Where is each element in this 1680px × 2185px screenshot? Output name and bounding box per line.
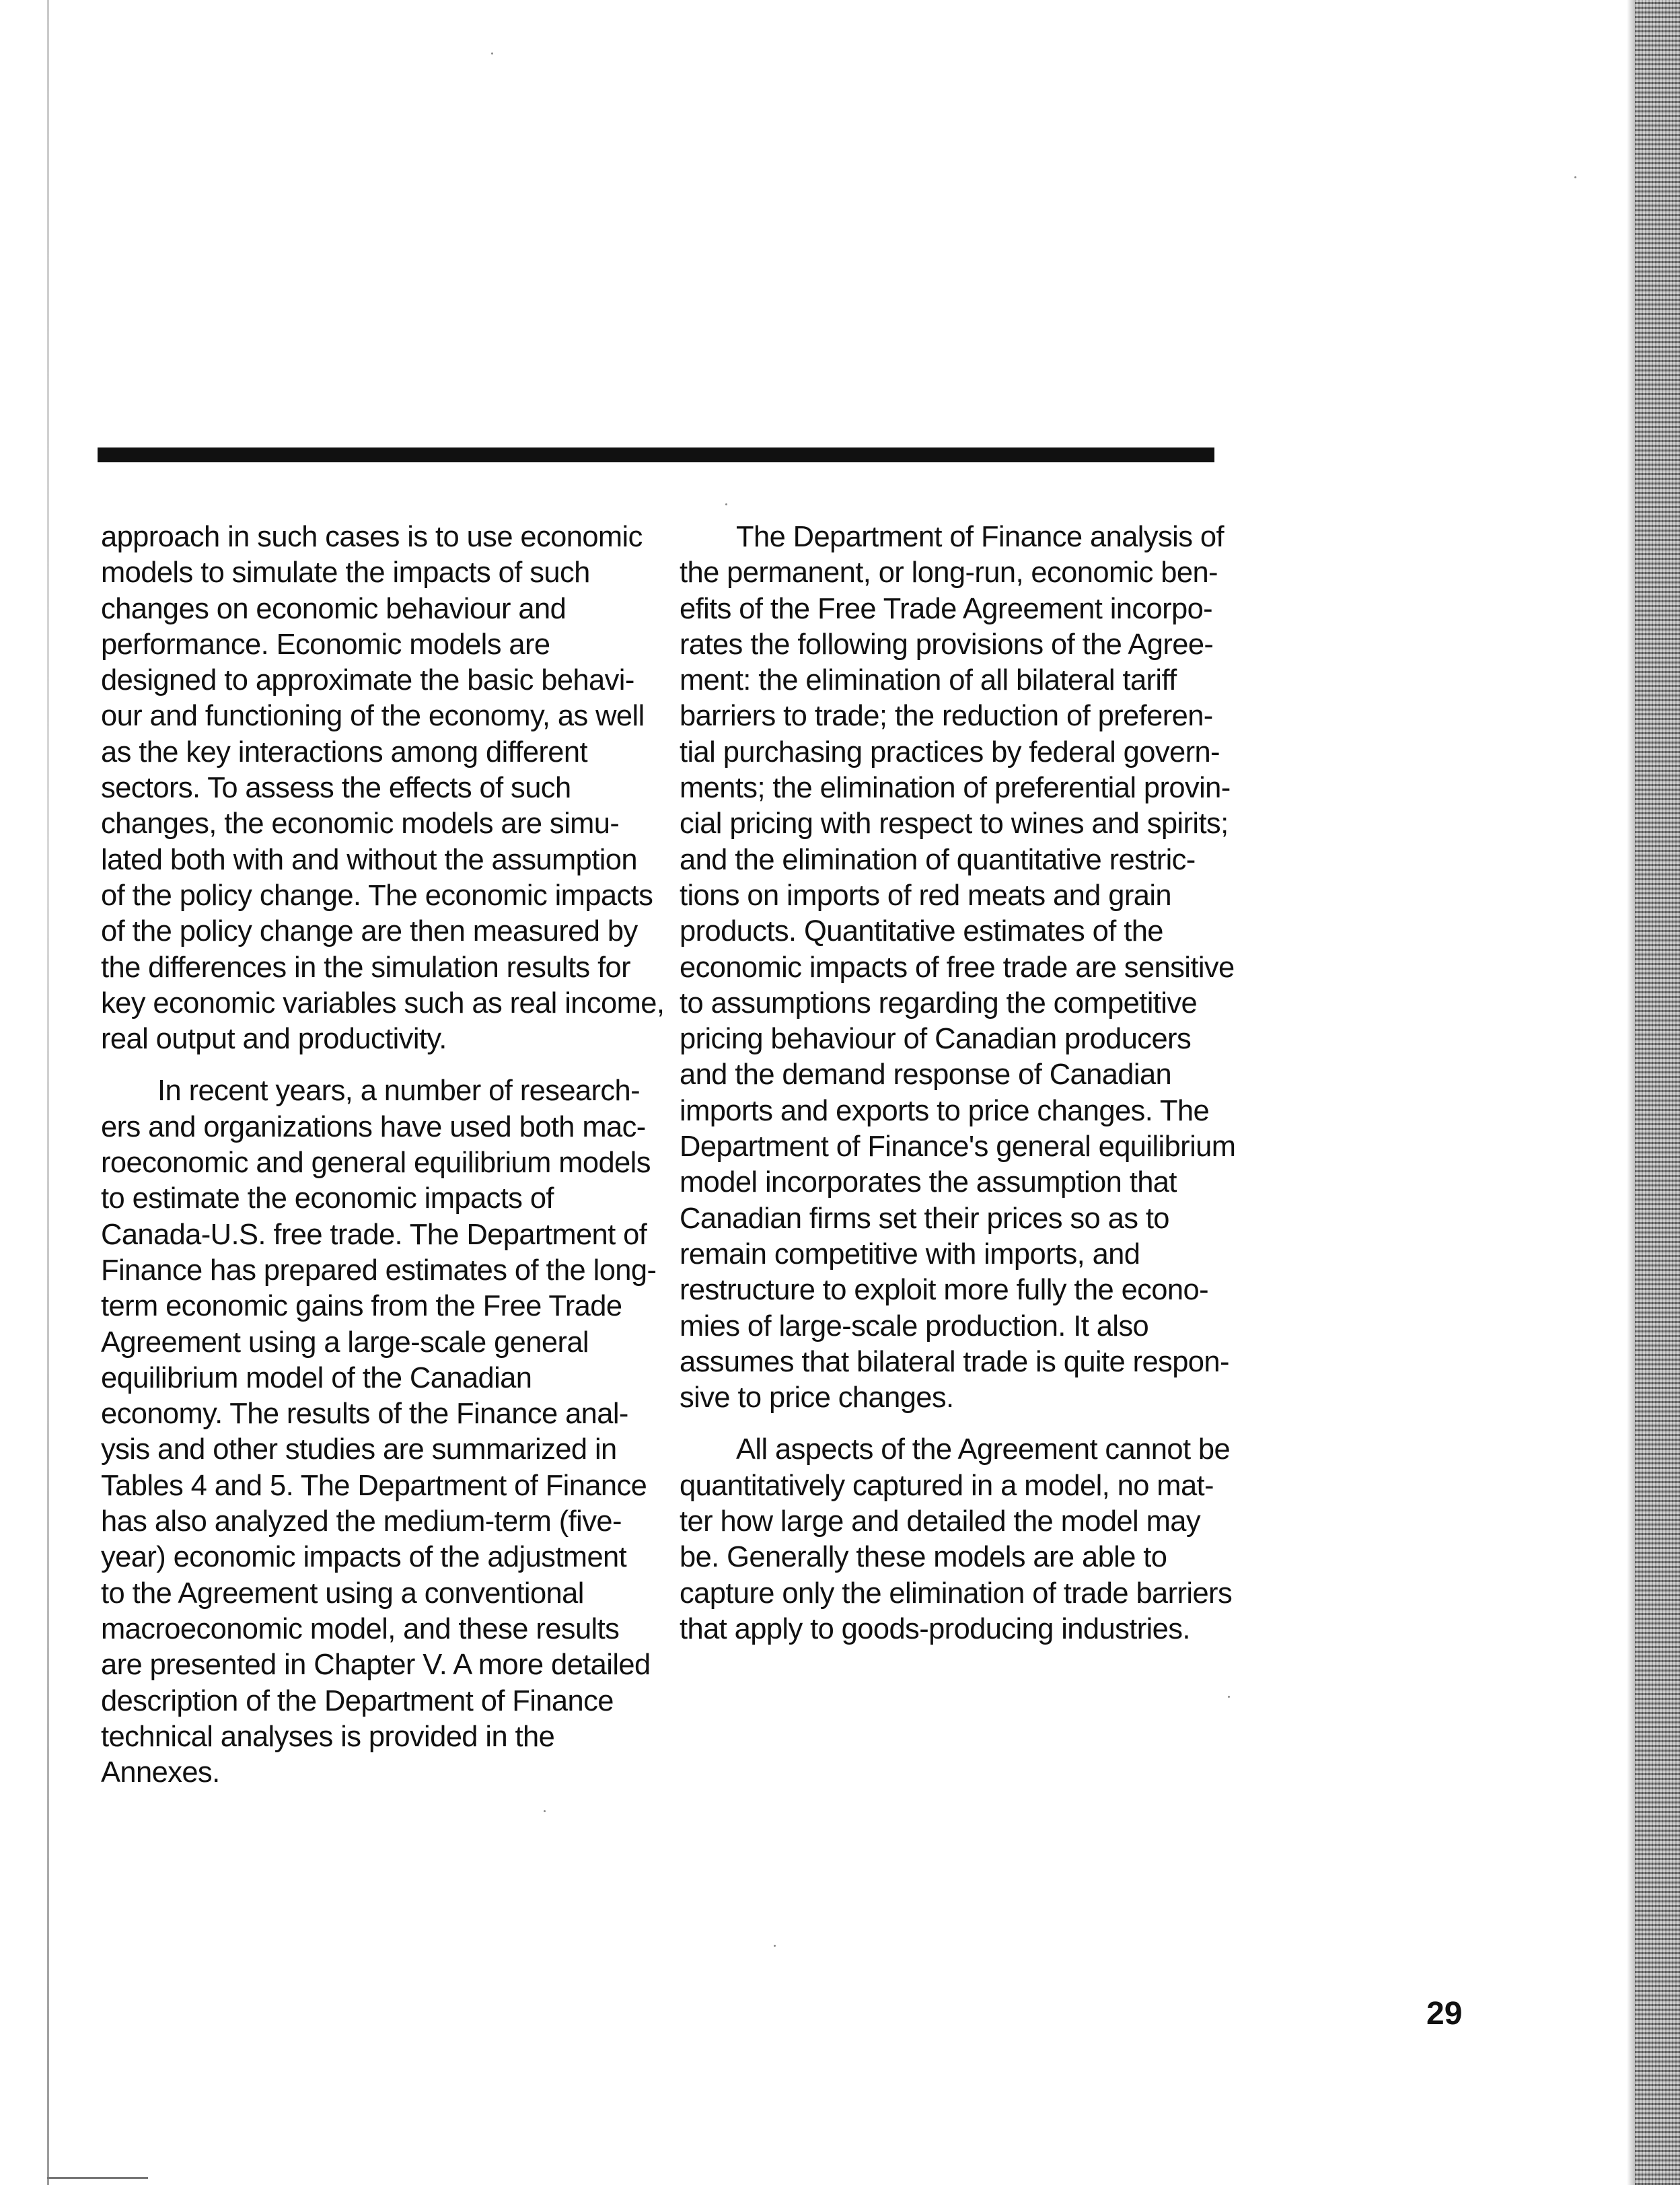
text-line: ments; the elimination of preferential provin- xyxy=(680,772,1231,805)
text-line: economy. The results of the Finance anal- xyxy=(101,1398,628,1431)
text-line: of the policy change. The economic impacts xyxy=(101,879,653,912)
text-line: of the policy change are then measured by xyxy=(101,915,638,948)
text-line: performance. Economic models are xyxy=(101,628,550,661)
text-line: the permanent, or long-run, economic ben- xyxy=(680,557,1218,589)
scan-speck xyxy=(491,52,493,55)
paragraph xyxy=(680,1432,1231,1647)
text-line: economic impacts of free trade are sensitive xyxy=(680,951,1235,984)
paragraph xyxy=(101,1073,659,1791)
scan-bottom-margin-line xyxy=(47,2177,148,2179)
text-line: designed to approximate the basic behavi- xyxy=(101,664,634,697)
text-line: as the key interactions among different xyxy=(101,736,587,768)
text-line: roeconomic and general equilibrium models xyxy=(101,1147,651,1180)
text-line: to estimate the economic impacts of xyxy=(101,1182,554,1215)
text-line: The Department of Finance analysis of xyxy=(736,521,1224,553)
text-line: and the elimination of quantitative restric- xyxy=(680,843,1196,876)
text-line: In recent years, a number of research- xyxy=(157,1075,641,1108)
scan-speck xyxy=(1228,1696,1230,1698)
text-line: key economic variables such as real income, xyxy=(101,987,665,1019)
text-line: ysis and other studies are summarized in xyxy=(101,1433,617,1466)
page-edge-shadow xyxy=(1627,0,1635,2185)
text-line: changes, the economic models are simu- xyxy=(101,808,620,840)
text-line: ter how large and detailed the model may xyxy=(680,1505,1200,1538)
text-line: Tables 4 and 5. The Department of Finance xyxy=(101,1469,647,1502)
text-line: that apply to goods-producing industries. xyxy=(680,1612,1190,1645)
page-number: 29 xyxy=(1426,1996,1463,2032)
text-line: has also analyzed the medium-term (five- xyxy=(101,1505,622,1538)
text-line: sive to price changes. xyxy=(680,1382,954,1414)
text-line: term economic gains from the Free Trade xyxy=(101,1290,622,1323)
text-line: to assumptions regarding the competitive xyxy=(680,987,1198,1019)
text-line: quantitatively captured in a model, no mat- xyxy=(680,1469,1214,1502)
text-line: the differences in the simulation results for xyxy=(101,951,631,984)
text-line: All aspects of the Agreement cannot be xyxy=(736,1433,1231,1466)
text-line: cial pricing with respect to wines and spirits; xyxy=(680,808,1229,840)
text-line: assumes that bilateral trade is quite respon- xyxy=(680,1345,1229,1378)
text-line: Canada-U.S. free trade. The Department of xyxy=(101,1218,647,1251)
text-line: efits of the Free Trade Agreement incorpo- xyxy=(680,592,1213,625)
text-line: products. Quantitative estimates of the xyxy=(680,915,1163,948)
text-line: are presented in Chapter V. A more detailed xyxy=(101,1649,651,1682)
text-line: Annexes. xyxy=(101,1756,220,1789)
text-line: models to simulate the impacts of such xyxy=(101,557,590,589)
text-line: tial purchasing practices by federal govern- xyxy=(680,736,1220,768)
text-line: model incorporates the assumption that xyxy=(680,1166,1177,1199)
text-line: to the Agreement using a conventional xyxy=(101,1577,584,1610)
scan-speck xyxy=(725,503,727,505)
section-header-rule xyxy=(98,447,1214,462)
text-line: and the demand response of Canadian xyxy=(680,1059,1172,1091)
text-line: be. Generally these models are able to xyxy=(680,1541,1167,1574)
paragraph xyxy=(101,520,665,1057)
scan-speck xyxy=(544,1810,546,1812)
text-line: changes on economic behaviour and xyxy=(101,592,567,625)
text-line: year) economic impacts of the adjustment xyxy=(101,1541,627,1574)
text-line: ment: the elimination of all bilateral tariff xyxy=(680,664,1177,697)
text-line: imports and exports to price changes. The xyxy=(680,1094,1210,1127)
text-line: tions on imports of red meats and grain xyxy=(680,879,1171,912)
text-line: sectors. To assess the effects of such xyxy=(101,772,571,805)
text-line: pricing behaviour of Canadian producers xyxy=(680,1023,1192,1056)
left-text-column xyxy=(101,520,665,1807)
scan-edge-noise xyxy=(1635,0,1680,2185)
text-line: barriers to trade; the reduction of preferen- xyxy=(680,700,1213,733)
paragraph xyxy=(680,520,1236,1416)
text-line: description of the Department of Finance xyxy=(101,1684,614,1717)
text-line: lated both with and without the assumption xyxy=(101,843,637,876)
text-line: remain competitive with imports, and xyxy=(680,1238,1140,1270)
text-line: equilibrium model of the Canadian xyxy=(101,1361,532,1394)
right-text-column xyxy=(680,520,1236,1663)
text-line: macroeconomic model, and these results xyxy=(101,1612,620,1645)
text-line: real output and productivity. xyxy=(101,1023,447,1056)
text-line: restructure to exploit more fully the econo- xyxy=(680,1274,1208,1307)
text-line: rates the following provisions of the Agree- xyxy=(680,628,1214,661)
text-line: ers and organizations have used both mac- xyxy=(101,1110,646,1143)
text-line: approach in such cases is to use economic xyxy=(101,521,643,553)
scan-left-margin-line xyxy=(47,0,49,2185)
text-line: Canadian firms set their prices so as to xyxy=(680,1202,1169,1235)
text-line: Agreement using a large-scale general xyxy=(101,1326,589,1359)
text-line: our and functioning of the economy, as well xyxy=(101,700,645,733)
text-line: mies of large-scale production. It also xyxy=(680,1310,1149,1342)
text-line: capture only the elimination of trade barriers xyxy=(680,1577,1233,1610)
scan-speck xyxy=(774,1945,776,1947)
text-line: Finance has prepared estimates of the long- xyxy=(101,1254,657,1287)
text-line: technical analyses is provided in the xyxy=(101,1720,555,1753)
scan-speck xyxy=(1574,176,1576,178)
text-line: Department of Finance's general equilibrium xyxy=(680,1131,1236,1163)
